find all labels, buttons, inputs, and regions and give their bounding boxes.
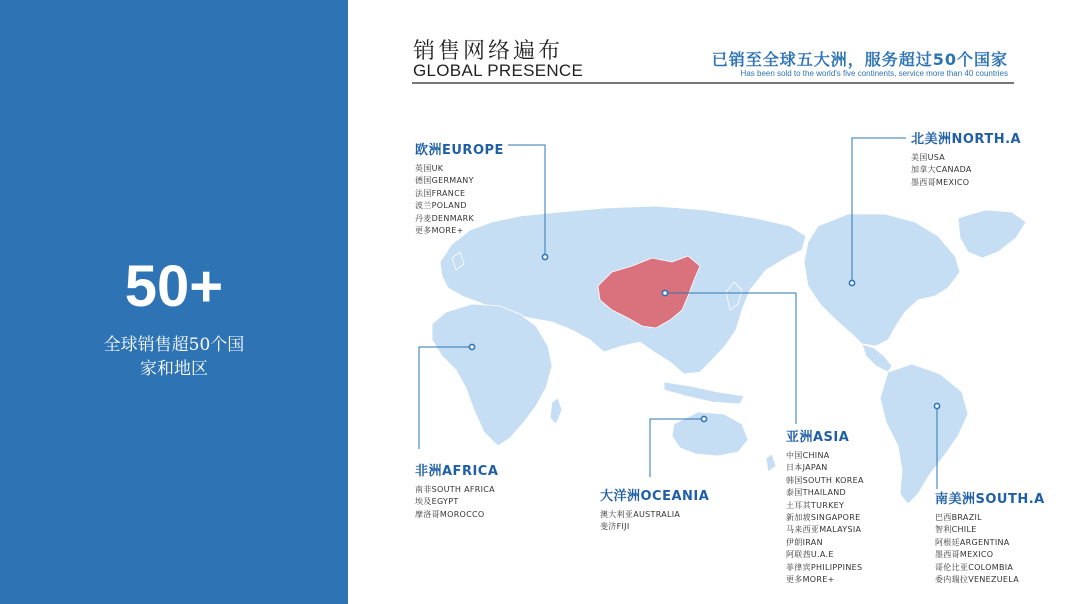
africa-landmass bbox=[432, 304, 552, 446]
country-item: 美国USA bbox=[911, 153, 946, 162]
country-item: 摩洛哥MOROCCO bbox=[415, 509, 485, 519]
africa-marker bbox=[469, 344, 474, 349]
country-item: 埃及EGYPT bbox=[415, 497, 459, 507]
country-item: 更多MORE+ bbox=[786, 575, 835, 585]
country-item: 加拿大CANADA bbox=[911, 165, 972, 175]
country-item: 波兰POLAND bbox=[415, 201, 467, 211]
country-item: 韩国SOUTH KOREA bbox=[786, 475, 864, 485]
south-america-marker bbox=[934, 403, 939, 408]
page-title-en: GLOBAL PRESENCE bbox=[413, 61, 584, 80]
page-title: 销售网络遍布 bbox=[413, 39, 564, 64]
country-item: 日本JAPAN bbox=[786, 463, 828, 473]
north-america-landmass bbox=[804, 214, 960, 346]
region-oceania-list bbox=[600, 509, 709, 534]
country-item: 阿联酋U.A.E bbox=[786, 550, 834, 560]
region-asia-title: 亚洲ASIA bbox=[786, 430, 850, 445]
country-item: 南非SOUTH AFRICA bbox=[415, 485, 495, 494]
oceania-marker bbox=[701, 416, 706, 421]
country-item: 委内瑞拉VENEZUELA bbox=[935, 575, 1019, 585]
central-america-landmass bbox=[862, 344, 892, 372]
left-subtitle-line1: 全球销售超50个国 bbox=[103, 335, 245, 355]
country-item: 哥伦比亚COLOMBIA bbox=[935, 562, 1014, 572]
greenland-landmass bbox=[958, 210, 1026, 258]
region-south-america bbox=[935, 488, 1045, 586]
region-south-america-title: 南美洲SOUTH.A bbox=[935, 492, 1045, 507]
region-asia bbox=[786, 426, 864, 586]
header-note: Has been sold to the world's five continents, service more than 40 countries bbox=[740, 69, 1008, 78]
left-subtitle-line2: 家和地区 bbox=[140, 359, 208, 379]
region-north-america-title: 北美洲NORTH.A bbox=[911, 132, 1022, 147]
region-north-america bbox=[911, 128, 1021, 189]
region-north-america-list bbox=[911, 152, 1021, 189]
country-item: 菲律宾PHILIPPINES bbox=[786, 562, 863, 572]
region-oceania-title: 大洋洲OCEANIA bbox=[600, 489, 710, 504]
country-item: 马来西亚MALAYSIA bbox=[786, 525, 862, 535]
country-item: 墨西哥MEXICO bbox=[935, 550, 994, 560]
country-item: 智利CHILE bbox=[935, 525, 977, 535]
region-europe bbox=[415, 139, 504, 237]
region-oceania bbox=[600, 485, 709, 534]
region-south-america-list bbox=[935, 512, 1045, 586]
madagascar-landmass bbox=[550, 398, 562, 424]
country-item: 英国UK bbox=[415, 164, 444, 173]
country-item: 新加坡SINGAPORE bbox=[786, 513, 861, 523]
country-item: 巴西BRAZIL bbox=[935, 513, 982, 522]
country-item: 中国CHINA bbox=[786, 451, 830, 460]
indonesia-landmass bbox=[664, 382, 744, 404]
country-item: 澳大利亚AUSTRALIA bbox=[600, 510, 681, 519]
region-europe-list bbox=[415, 163, 504, 237]
region-africa bbox=[415, 460, 498, 521]
country-item: 阿根廷ARGENTINA bbox=[935, 537, 1010, 547]
south-america-landmass bbox=[880, 364, 968, 504]
asia-marker bbox=[662, 290, 667, 295]
new-zealand-landmass bbox=[766, 454, 776, 472]
country-item: 土耳其TURKEY bbox=[786, 500, 845, 510]
europe-marker bbox=[542, 254, 547, 259]
header-slogan: 已销至全球五大洲，服务超过50个国家 bbox=[711, 50, 1008, 69]
country-item: 泰国THAILAND bbox=[786, 488, 846, 498]
region-europe-title: 欧洲EUROPE bbox=[415, 143, 504, 158]
country-item: 斐济FIJI bbox=[600, 522, 630, 532]
big-number: 50+ bbox=[124, 254, 224, 319]
country-item: 德国GERMANY bbox=[415, 176, 474, 186]
country-item: 墨西哥MEXICO bbox=[911, 177, 970, 187]
country-item: 法国FRANCE bbox=[415, 188, 466, 198]
north-america-marker bbox=[849, 280, 854, 285]
country-item: 伊朗IRAN bbox=[786, 537, 823, 547]
country-item: 丹麦DENMARK bbox=[415, 213, 475, 223]
region-africa-list bbox=[415, 484, 498, 521]
country-item: 更多MORE+ bbox=[415, 226, 464, 236]
region-asia-list bbox=[786, 450, 864, 586]
region-africa-title: 非洲AFRICA bbox=[415, 464, 499, 479]
